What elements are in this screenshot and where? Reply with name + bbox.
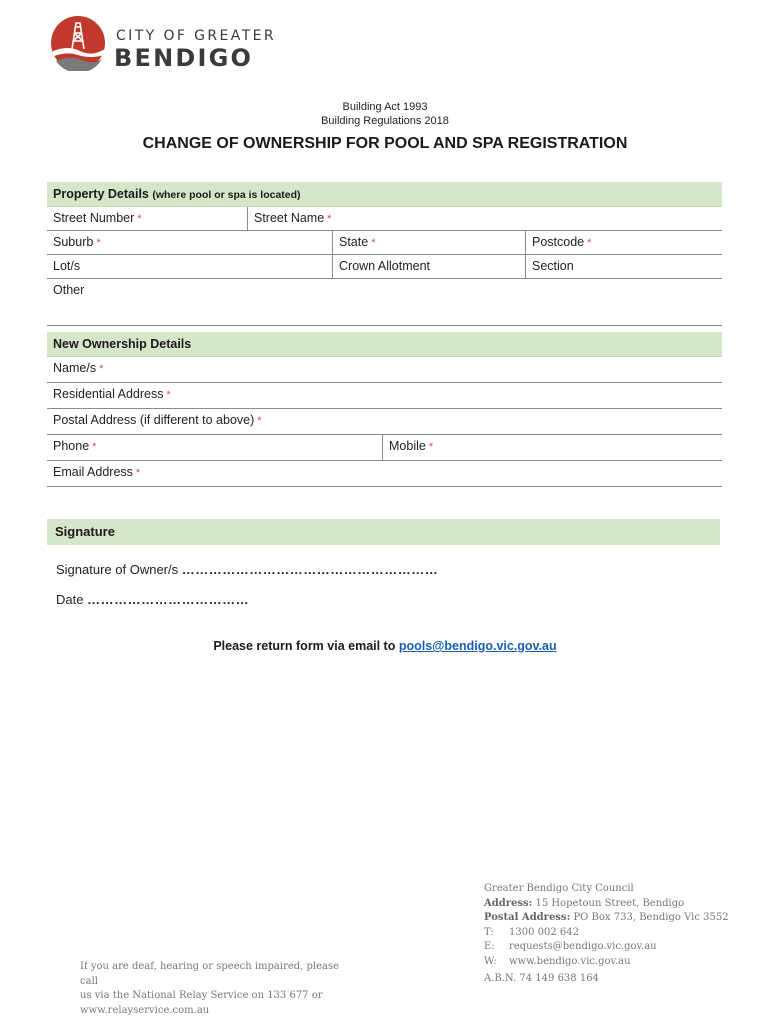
residential-row [47,383,722,409]
date-label: Date [56,592,84,607]
date-line[interactable] [56,592,249,607]
phone-label: Phone [53,439,90,453]
web-value: www.bendigo.vic.gov.au [509,955,631,967]
ownership-details-section [47,332,722,487]
council-postal-address [484,911,734,926]
signature-heading: Signature [47,519,720,545]
other-row [47,279,722,326]
accessibility-line-2: us via the National Relay Service on 133 677 or [80,990,323,1001]
bendigo-logo-icon [50,15,106,71]
section-field[interactable] [525,255,722,278]
lot-row [47,255,722,279]
web-key: W: [484,955,497,967]
postal-address-label: Postal Address (if different to above) [53,413,255,427]
suburb-label: Suburb [53,235,94,249]
accessibility-line-3: www.relayservice.com.au [80,1004,210,1016]
names-label: Name/s [53,361,97,375]
residential-address-label: Residential Address [53,387,164,401]
phone-field[interactable] [47,435,382,460]
suburb-row [47,231,722,255]
required-marker: * [99,363,104,375]
council-website [484,955,734,970]
postal-row [47,409,722,435]
regulations-reference: Building Regulations 2018 [321,115,449,127]
council-email [484,940,734,955]
street-name-label: Street Name [254,211,325,225]
email-address-field[interactable] [47,461,722,486]
required-marker: * [135,467,141,479]
property-details-section [47,182,722,326]
council-phone [484,926,734,941]
state-label: State [339,235,369,249]
required-marker: * [96,237,101,249]
phone-value: 1300 002 642 [509,926,579,938]
mobile-field[interactable] [382,435,722,460]
owner-signature-dots: ………………………………………………… [181,562,439,577]
accessibility-note [80,960,340,1018]
section-label: Section [532,259,574,273]
property-heading-note: (where pool or spa is located) [152,189,301,201]
suburb-field[interactable] [47,231,332,254]
ownership-details-heading: New Ownership Details [47,332,722,357]
date-dots: ……………………………… [87,592,250,607]
required-marker: * [257,415,262,427]
accessibility-line-1: If you are deaf, hearing or speech impaired, please call [80,961,340,987]
mobile-label: Mobile [389,439,426,453]
address-label: Address: [484,897,533,909]
street-name-field[interactable] [247,207,722,230]
email-row [47,461,722,487]
street-number-field[interactable] [47,207,247,230]
required-marker: * [327,213,332,225]
residential-address-field[interactable] [47,383,722,408]
act-reference: Building Act 1993 [342,101,428,113]
logo-name-text: BENDIGO [114,44,254,72]
form-title: CHANGE OF OWNERSHIP FOR POOL AND SPA REGISTRATION [142,135,628,152]
return-instructions [0,639,770,653]
email-value: requests@bendigo.vic.gov.au [509,941,657,952]
property-details-heading [47,182,722,207]
postal-address-field[interactable] [47,409,722,434]
owner-signature-line[interactable] [56,562,438,577]
street-number-label: Street Number [53,211,135,225]
crown-allotment-field[interactable] [332,255,525,278]
logo-city-text: CITY OF GREATER [116,28,277,44]
return-text: Please return form via email to [213,639,396,653]
phone-key: T: [484,926,494,938]
other-label: Other [53,283,85,297]
required-marker: * [166,389,171,401]
owner-signature-label: Signature of Owner/s [56,562,179,577]
council-name: Greater Bendigo City Council [484,883,634,894]
state-field[interactable] [332,231,525,254]
crown-allotment-label: Crown Allotment [339,259,431,273]
required-marker: * [428,441,434,453]
lots-label: Lot/s [53,259,81,273]
email-address-label: Email Address [53,465,133,479]
postal-value: PO Box 733, Bendigo Vic 3552 [573,912,729,923]
postal-label: Postal Address: [484,912,571,923]
street-row [47,207,722,231]
other-field[interactable] [47,279,722,325]
address-value: 15 Hopetoun Street, Bendigo [535,897,685,909]
required-marker: * [137,213,142,225]
required-marker: * [371,237,376,249]
council-address [484,897,734,912]
return-email-link[interactable]: pools@bendigo.vic.gov.au [398,639,557,653]
city-logo [50,15,277,75]
council-abn: A.B.N. 74 149 638 164 [484,973,599,984]
council-contact-block [484,882,734,987]
property-heading-text: Property Details [53,187,149,201]
names-row [47,357,722,383]
names-field[interactable] [47,357,722,382]
postcode-label: Postcode [532,235,585,249]
postcode-field[interactable] [525,231,722,254]
required-marker: * [587,237,592,249]
lots-field[interactable] [47,255,332,278]
email-key: E: [484,941,495,952]
phone-row [47,435,722,461]
required-marker: * [92,441,97,453]
